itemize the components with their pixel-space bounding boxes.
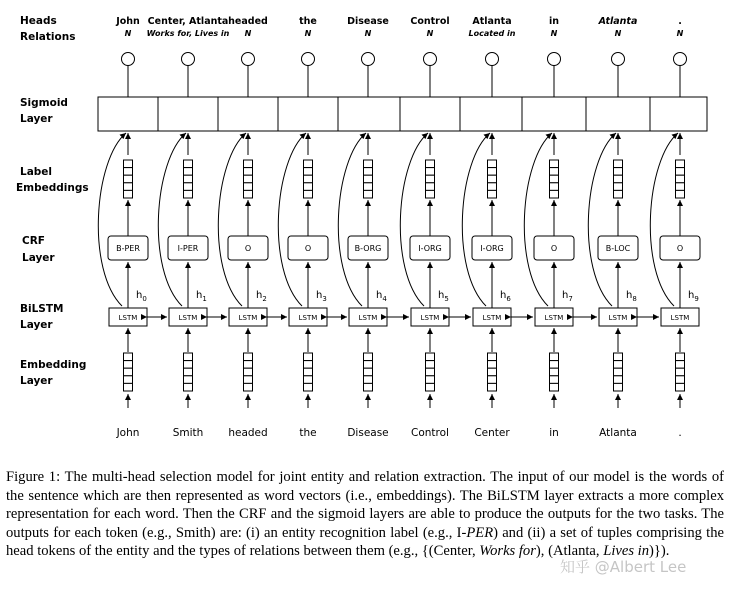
hidden-state-label: [438, 290, 449, 303]
word-embedding-cell: [304, 383, 313, 391]
crf-tag-label: O: [244, 244, 252, 253]
lstm-box-label: LSTM: [298, 314, 318, 322]
skip-arrow-to-sigmoid: [98, 133, 126, 306]
label-embedding-cell: [426, 160, 435, 168]
input-token: Atlanta: [599, 427, 637, 439]
row-label-crf: CRF: [22, 235, 45, 247]
word-embedding-cell: [184, 353, 193, 361]
label-embedding-cell: [426, 168, 435, 176]
label-embedding-cell: [550, 175, 559, 183]
caption-segment: Works for: [479, 543, 536, 560]
hidden-state-label: [256, 290, 267, 303]
hidden-state-symbol: h: [196, 290, 203, 301]
caption-segment: ) and (ii) a set of tuples comprising the head tokens of the entity and the types of relations between them (e.g., {(Center,: [6, 524, 724, 560]
input-token: .: [678, 427, 682, 439]
skip-arrow-to-sigmoid: [462, 133, 490, 306]
hidden-state-symbol: h: [438, 290, 445, 301]
label-embedding-cell: [124, 175, 133, 183]
label-embedding-cell: [488, 175, 497, 183]
output-node-circle: [182, 53, 195, 66]
output-node-circle: [486, 53, 499, 66]
label-embedding-cell: [676, 160, 685, 168]
label-embedding-cell: [426, 183, 435, 191]
hidden-state-symbol: h: [562, 290, 569, 301]
word-embedding-cell: [488, 361, 497, 369]
hidden-state-index: 6: [506, 295, 511, 303]
hidden-state-label: [376, 290, 387, 303]
head-relation: N: [550, 29, 558, 38]
word-embedding-cell: [550, 361, 559, 369]
word-embedding-cell: [426, 383, 435, 391]
label-embedding-cell: [244, 168, 253, 176]
label-embedding-cell: [676, 190, 685, 198]
output-node-circle: [612, 53, 625, 66]
figure-caption: [6, 468, 724, 561]
word-embedding-cell: [124, 361, 133, 369]
label-embedding-cell: [550, 168, 559, 176]
hidden-state-index: 2: [262, 295, 267, 303]
head-word: Atlanta: [472, 16, 512, 27]
head-relation: N: [676, 29, 684, 38]
hidden-state-symbol: h: [626, 290, 633, 301]
caption-segment: Lives in: [603, 543, 650, 560]
word-embedding-cell: [184, 361, 193, 369]
word-embedding-cell: [124, 368, 133, 376]
output-node-circle: [302, 53, 315, 66]
word-embedding-cell: [614, 368, 623, 376]
label-embedding-cell: [304, 190, 313, 198]
word-embedding-cell: [550, 383, 559, 391]
crf-tag-label: O: [676, 244, 684, 253]
head-word: headed: [228, 16, 268, 27]
output-node-circle: [362, 53, 375, 66]
row-label-heads: Heads: [20, 15, 57, 27]
word-embedding-cell: [244, 383, 253, 391]
word-embedding-cell: [676, 376, 685, 384]
watermark: 知乎 @Albert Lee: [560, 558, 687, 576]
label-embedding-cell: [550, 160, 559, 168]
word-embedding-cell: [550, 368, 559, 376]
row-label-sigmoid-layer: Layer: [20, 113, 53, 125]
crf-tag-label: I-ORG: [418, 244, 442, 253]
word-embedding-cell: [488, 368, 497, 376]
label-embedding-cell: [244, 175, 253, 183]
crf-tag-label: I-ORG: [480, 244, 504, 253]
head-word: Atlanta: [598, 16, 638, 27]
word-embedding-cell: [614, 361, 623, 369]
head-word: Control: [410, 16, 450, 27]
word-embedding-cell: [426, 368, 435, 376]
label-embedding-cell: [364, 168, 373, 176]
hidden-state-index: 1: [202, 295, 207, 303]
crf-tag-label: O: [550, 244, 558, 253]
label-embedding-cell: [614, 183, 623, 191]
head-word: the: [299, 16, 317, 27]
word-embedding-cell: [676, 368, 685, 376]
hidden-state-index: 4: [382, 295, 387, 303]
skip-arrow-to-sigmoid: [218, 133, 246, 306]
lstm-box-label: LSTM: [670, 314, 690, 322]
hidden-state-symbol: h: [376, 290, 383, 301]
word-embedding-cell: [426, 361, 435, 369]
output-node-circle: [122, 53, 135, 66]
hidden-state-index: 9: [694, 295, 699, 303]
label-embedding-cell: [488, 183, 497, 191]
head-word: Disease: [347, 16, 389, 27]
word-embedding-cell: [614, 353, 623, 361]
word-embedding-cell: [304, 361, 313, 369]
lstm-box-label: LSTM: [420, 314, 440, 322]
head-word: John: [116, 16, 140, 27]
caption-segment: )}).: [649, 543, 670, 560]
label-embedding-cell: [676, 168, 685, 176]
input-token: Smith: [172, 427, 204, 439]
lstm-box-label: LSTM: [608, 314, 628, 322]
head-relation: Works for, Lives in: [146, 29, 230, 38]
caption-segment: Figure 1: The multi-head selection model for joint entity and relation extraction. The input of our model is the words of the sentence which are then represented as word vectors (i.e., embeddings). The BiLSTM layer extracts a more complex representation for each word. Then the CRF and the sigmoid layers are able to produce the outputs for the two tasks. The outputs for each token (e.g., Smith) are: (i) an entity recognition label (e.g., I-: [6, 469, 724, 541]
label-embedding-cell: [124, 190, 133, 198]
label-embedding-cell: [124, 168, 133, 176]
label-embedding-cell: [364, 190, 373, 198]
word-embedding-cell: [614, 376, 623, 384]
hidden-state-symbol: h: [316, 290, 323, 301]
hidden-state-index: 3: [322, 295, 327, 303]
crf-tag-label: O: [304, 244, 312, 253]
label-embedding-cell: [614, 190, 623, 198]
word-embedding-cell: [304, 376, 313, 384]
label-embedding-cell: [304, 183, 313, 191]
label-embedding-cell: [304, 168, 313, 176]
row-label-bilstm-layer: Layer: [20, 319, 53, 331]
word-embedding-cell: [488, 376, 497, 384]
skip-arrow-to-sigmoid: [524, 133, 552, 306]
hidden-state-symbol: h: [688, 290, 695, 301]
skip-arrow-to-sigmoid: [278, 133, 306, 306]
hidden-state-symbol: h: [500, 290, 507, 301]
diagram-columns: [98, 16, 700, 439]
label-embedding-cell: [244, 160, 253, 168]
row-label-embedding: Embedding: [20, 359, 87, 371]
word-embedding-cell: [676, 353, 685, 361]
crf-tag-label: B-ORG: [354, 244, 382, 253]
label-embedding-cell: [364, 175, 373, 183]
label-embedding-cell: [488, 190, 497, 198]
crf-tag-label: I-PER: [177, 244, 199, 253]
lstm-box-label: LSTM: [358, 314, 378, 322]
head-relation: N: [364, 29, 372, 38]
row-label-bilstm: BiLSTM: [20, 303, 64, 315]
skip-arrow-to-sigmoid: [588, 133, 616, 306]
row-label-crf-layer: Layer: [22, 252, 55, 264]
word-embedding-cell: [426, 353, 435, 361]
label-embedding-cell: [184, 160, 193, 168]
head-relation: N: [304, 29, 312, 38]
row-label-sigmoid: Sigmoid: [20, 97, 68, 109]
word-embedding-cell: [426, 376, 435, 384]
head-word: in: [548, 16, 560, 27]
head-relation: N: [124, 29, 132, 38]
hidden-state-symbol: h: [136, 290, 143, 301]
skip-arrow-to-sigmoid: [158, 133, 186, 306]
row-label-relations: Relations: [20, 31, 76, 43]
label-embedding-cell: [184, 168, 193, 176]
sigmoid-layer-bar: [98, 97, 707, 131]
label-embedding-cell: [614, 160, 623, 168]
hidden-state-index: 7: [568, 295, 573, 303]
word-embedding-cell: [244, 353, 253, 361]
row-label-label-emb: Label: [20, 166, 53, 178]
word-embedding-cell: [614, 383, 623, 391]
word-embedding-cell: [124, 376, 133, 384]
skip-arrow-to-sigmoid: [400, 133, 428, 306]
label-embedding-cell: [426, 175, 435, 183]
hidden-state-label: [500, 290, 511, 303]
label-embedding-cell: [676, 183, 685, 191]
hidden-state-label: [562, 290, 573, 303]
hidden-state-index: 0: [142, 295, 147, 303]
word-embedding-cell: [244, 368, 253, 376]
word-embedding-cell: [364, 383, 373, 391]
crf-tag-label: B-LOC: [605, 244, 631, 253]
label-embedding-cell: [614, 168, 623, 176]
label-embedding-cell: [304, 175, 313, 183]
hidden-state-label: [316, 290, 327, 303]
skip-arrow-to-sigmoid: [338, 133, 366, 306]
head-relation: N: [244, 29, 252, 38]
word-embedding-cell: [364, 361, 373, 369]
word-embedding-cell: [244, 361, 253, 369]
hidden-state-index: 5: [444, 295, 449, 303]
row-label-embedding-layer: Layer: [20, 375, 53, 387]
label-embedding-cell: [488, 168, 497, 176]
word-embedding-cell: [184, 383, 193, 391]
label-embedding-cell: [184, 190, 193, 198]
hidden-state-symbol: h: [256, 290, 263, 301]
hidden-state-label: [136, 290, 147, 303]
row-label-label-emb-2: Embeddings: [16, 182, 89, 194]
caption-segment: ), (Atlanta,: [535, 543, 604, 560]
hidden-state-label: [688, 290, 699, 303]
hidden-state-index: 8: [632, 295, 637, 303]
hidden-state-label: [626, 290, 637, 303]
label-embedding-cell: [124, 160, 133, 168]
lstm-box-label: LSTM: [118, 314, 138, 322]
label-embedding-cell: [550, 183, 559, 191]
word-embedding-cell: [304, 368, 313, 376]
lstm-box-label: LSTM: [238, 314, 258, 322]
label-embedding-cell: [184, 183, 193, 191]
output-node-circle: [548, 53, 561, 66]
word-embedding-cell: [304, 353, 313, 361]
word-embedding-cell: [676, 361, 685, 369]
word-embedding-cell: [124, 383, 133, 391]
head-word: Center, Atlanta: [147, 16, 229, 27]
lstm-box-label: LSTM: [178, 314, 198, 322]
lstm-box-label: LSTM: [482, 314, 502, 322]
lstm-box-label: LSTM: [544, 314, 564, 322]
word-embedding-cell: [124, 353, 133, 361]
input-token: in: [549, 427, 559, 439]
output-node-circle: [242, 53, 255, 66]
input-token: Center: [474, 427, 510, 439]
word-embedding-cell: [488, 353, 497, 361]
skip-arrow-to-sigmoid: [650, 133, 678, 306]
crf-tag-label: B-PER: [116, 244, 140, 253]
head-word: .: [678, 16, 682, 27]
word-embedding-cell: [550, 376, 559, 384]
word-embedding-cell: [676, 383, 685, 391]
output-node-circle: [674, 53, 687, 66]
label-embedding-cell: [364, 183, 373, 191]
label-embedding-cell: [364, 160, 373, 168]
word-embedding-cell: [244, 376, 253, 384]
label-embedding-cell: [304, 160, 313, 168]
label-embedding-cell: [124, 183, 133, 191]
caption-segment: PER: [466, 524, 494, 541]
label-embedding-cell: [184, 175, 193, 183]
input-token: John: [116, 427, 140, 439]
hidden-state-label: [196, 290, 207, 303]
word-embedding-cell: [184, 368, 193, 376]
input-token: the: [299, 427, 317, 439]
input-token: Disease: [347, 427, 389, 439]
word-embedding-cell: [184, 376, 193, 384]
word-embedding-cell: [364, 353, 373, 361]
label-embedding-cell: [488, 160, 497, 168]
word-embedding-cell: [550, 353, 559, 361]
word-embedding-cell: [364, 368, 373, 376]
label-embedding-cell: [244, 183, 253, 191]
label-embedding-cell: [426, 190, 435, 198]
input-token: Control: [411, 427, 449, 439]
label-embedding-cell: [614, 175, 623, 183]
head-relation: N: [614, 29, 622, 38]
label-embedding-cell: [550, 190, 559, 198]
head-relation: Located in: [468, 29, 516, 38]
word-embedding-cell: [364, 376, 373, 384]
label-embedding-cell: [244, 190, 253, 198]
word-embedding-cell: [488, 383, 497, 391]
head-relation: N: [426, 29, 434, 38]
output-node-circle: [424, 53, 437, 66]
input-token: headed: [228, 427, 268, 439]
label-embedding-cell: [676, 175, 685, 183]
